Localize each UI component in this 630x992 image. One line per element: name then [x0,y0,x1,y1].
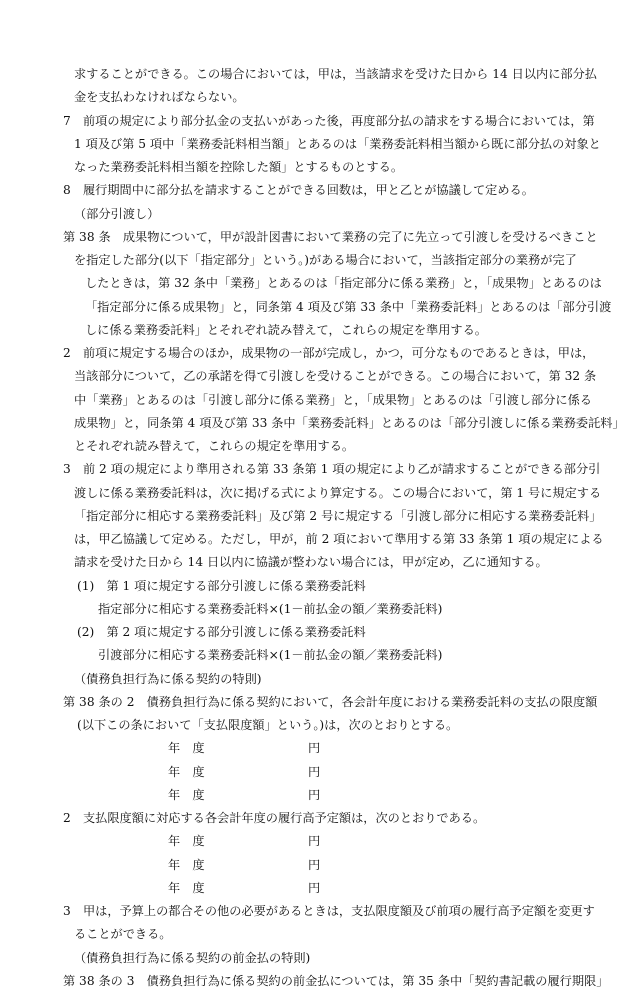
text-line: なった業務委託料相当額を控除した額」とするものとする。 [74,160,404,174]
year-label: 年 度 [168,880,205,895]
text-line: (以下この条において「支払限度額」という。)は，次のとおりとする。 [77,718,459,732]
text-line: 「指定部分に相応する業務委託料」及び第 2 号に規定する「引渡し部分に相応する業務委託料」 [74,508,602,523]
text-line: 渡しに係る業務委託料は，次に掲げる式により算定する。この場合において，第 1 号に規定する [74,485,602,500]
list-item: (1) 第 1 項に規定する部分引渡しに係る業務委託料 [77,578,366,593]
article-heading: 第 38 条の 3 債務負担行為に係る契約の前金払については，第 35 条中「契約書記載の履行期限」 [63,973,609,988]
year-label: 年 度 [168,834,205,849]
yen-label: 円 [308,857,321,872]
section-heading: （債務負担行為に係る契約の特則) [74,671,262,686]
section-heading: （債務負担行為に係る契約の前金払の特則) [74,950,311,965]
year-label: 年 度 [168,741,205,756]
text-line: 金を支払わなければならない。 [74,90,245,105]
text-line: 2 支払限度額に対応する各会計年度の履行高予定額は，次のとおりである。 [63,811,486,825]
text-line: 「指定部分に係る成果物」と，同条第 4 項及び第 33 条中「業務委託料」とあるのは「部分引渡 [85,299,612,314]
year-label: 年 度 [168,787,205,802]
year-label: 年 度 [168,857,205,872]
formula-line: 引渡部分に相応する業務委託料×(1－前払金の額／業務委託料) [98,648,443,663]
yen-label: 円 [308,787,321,802]
yen-label: 円 [308,880,321,895]
text-line: 8 履行期間中に部分払を請求することができる回数は，甲と乙とが協議して定める。 [63,183,534,198]
text-line: 2 前項に規定する場合のほか，成果物の一部が完成し，かつ，可分なものであるときは，甲は， [63,346,595,360]
text-line: とそれぞれ読み替えて，これらの規定を準用する。 [74,439,355,453]
formula-line: 指定部分に相応する業務委託料×(1－前払金の額／業務委託料) [98,601,443,616]
text-line: 1 項及び第 5 項中「業務委託料相当額」とあるのは「業務委託料相当額から既に部分払の対象と [74,136,601,151]
text-line: 成果物」と，同条第 4 項及び第 33 条中「業務委託料」とあるのは「部分引渡しに係る業務委託料」 [74,415,625,430]
text-line: しに係る業務委託料」とそれぞれ読み替えて，これらの規定を準用する。 [85,322,487,337]
text-line: 中「業務」とあるのは「引渡し部分に係る業務」と，「成果物」とあるのは「引渡し部分に係る [74,392,592,407]
section-heading: （部分引渡し） [74,206,160,221]
text-line: を指定した部分(以下「指定部分」という。)がある場合において，当該指定部分の業務が完了 [74,253,577,267]
yen-label: 円 [308,834,321,849]
text-line: は，甲乙協議して定める。ただし，甲が，前 2 項において準用する第 33 条第 1 項の規定による [74,532,604,546]
text-line: したときは，第 32 条中「業務」とあるのは「指定部分に係る業務」と，「成果物」とあるのは [85,276,602,291]
text-line: 3 甲は，予算上の都合その他の必要があるときは，支払限度額及び前項の履行高予定額を変更す [63,904,595,918]
yen-label: 円 [308,764,321,779]
text-line: 請求を受けた日から 14 日以内に協議が整わない場合には，甲が定め，乙に通知する。 [74,555,548,570]
text-line: 求することができる。この場合においては，甲は，当該請求を受けた日から 14 日以内に部分払 [74,67,597,81]
list-item: (2) 第 2 項に規定する部分引渡しに係る業務委託料 [77,625,366,639]
text-line: 当該部分について，乙の承諾を得て引渡しを受けることができる。この場合において，第 32 条 [74,369,597,384]
text-line: 3 前 2 項の規定により準用される第 33 条第 1 項の規定により乙が請求することができる部分引 [63,462,601,477]
text-line: 7 前項の規定により部分払金の支払いがあった後，再度部分払の請求をする場合においては，第 [63,113,595,128]
article-heading: 第 38 条の 2 債務負担行為に係る契約において，各会計年度における業務委託料の支払の限度額 [63,694,598,709]
article-heading: 第 38 条 成果物について，甲が設計図書において業務の完了に先立って引渡しを受けるべきこと [63,229,598,244]
text-line: ることができる。 [74,927,172,942]
yen-label: 円 [308,741,321,756]
year-label: 年 度 [168,764,205,779]
